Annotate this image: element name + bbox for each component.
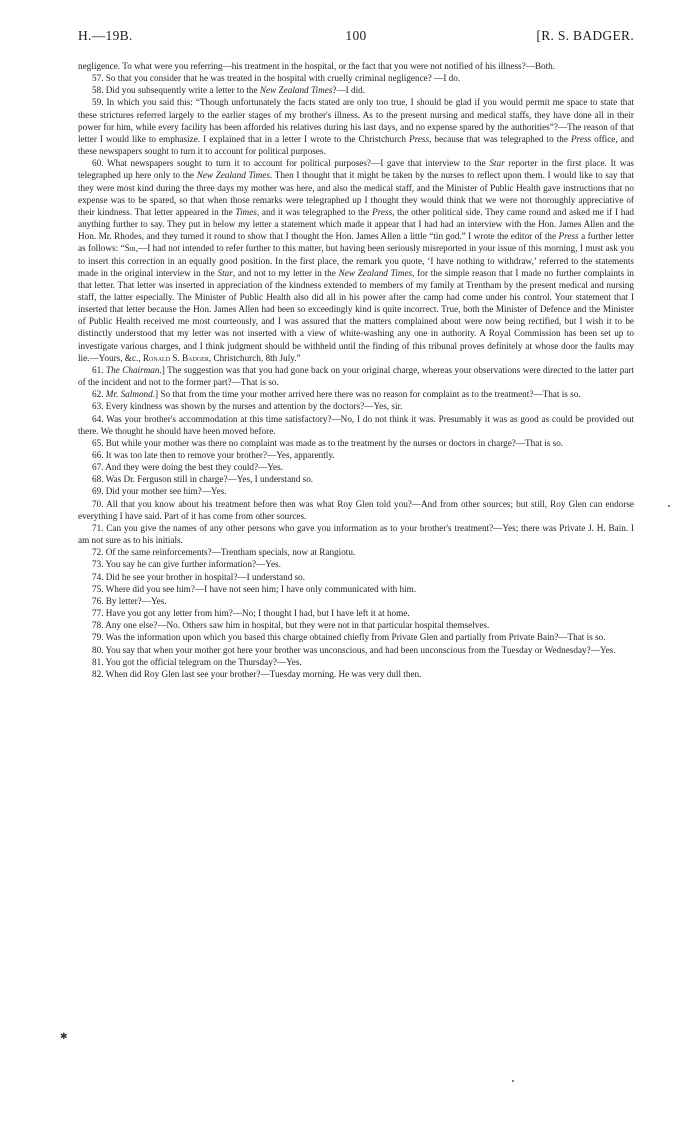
question-answer-paragraph: 64. Was your brother's accommodation at this time satisfactory?—No, I do not think it was. Presumably it was as good as could be provided out there. We thought he should have been moved before. — [78, 413, 634, 436]
header-document-reference: H.—19B. — [78, 28, 133, 43]
question-answer-paragraph: 61. The Chairman.] The suggestion was that you had gone back on your original charge, whereas your observations were directed to the latter part of the incident and not to the former part?—That is so. — [78, 364, 635, 388]
question-answer-paragraph: 69. Did your mother see him?—Yes. — [92, 486, 227, 497]
question-answer-paragraph: 73. You say he can give further information?—Yes. — [92, 559, 281, 570]
question-answer-paragraph: 66. It was too late then to remove your brother?—Yes, apparently. — [92, 450, 335, 460]
page-header — [78, 28, 634, 48]
question-answer-paragraph: 62. Mr. Salmond.] So that from the time your mother arrived here there was no reason for complaint as to the treatment?—That is so. — [92, 389, 581, 400]
continued-paragraph: negligence. To what were you referring—his treatment in the hospital, or the fact that you were not notified of his illness?—Both. — [78, 61, 556, 71]
question-answer-paragraph: 82. When did Roy Glen last see your brother?—Tuesday morning. He was very dull then. — [92, 668, 422, 679]
question-answer-paragraph: 77. Have you got any letter from him?—No; I thought I had, but I have left it at home. — [92, 608, 410, 619]
question-answer-paragraph: 60. What newspapers sought to turn it to account for political purposes?—I gave that interview to the Star reporter in the first place. It was telegraphed up here only to the New Zealand Times. Then I thought that it might be taken by the nurses to reflect upon them. I would like to say that they were most kind during the three days my mother was here, and also the medical staff, and the Minister of Public Health gave instructions that no expense was to be spared, so that when those remarks were telegraphed up I thought they would think that we were not thoroughly appreciative of their kindness. That letter appeared in the Times, and it was telegraphed to the Press, the other political side. They came round and asked me if I had anything further to say. They put in below my letter a statement which made it appear that I had had an interview with the Hon. James Allen and the Hon. Mr. Rhodes, and they turned it round to show that I thought the Hon. James Allen a little “tin god.” I wrote the editor of the Press a further letter as follows: “Sir,—I had not intended to refer further to this matter, but having been seriously misreported in your issue of this morning, I must ask you to insert this correction in an equally good position. In the first place, the remark you quote, ‘I have nothing to withdraw,’ referred to the statements made in the original interview in the Star, and not to my letter in the New Zealand Times, for the simple reason that I made no further complaints in that letter. That letter was inserted in appreciation of the kindness extended to members of my family at Trentham by the present medical and nursing staff, the latter especially. The Minister of Public Health also did all in his power after the camp had come under his control. Your statement that I inserted that letter because the Hon. James Allen had been so exceedingly kind is quite incorrect. True, both the Minister of Defence and the Minister of Public Health received me most courteously, and I was assured that the matters complained about were now being rectified, but I wish it to be distinctly understood that my letter was not inserted with a view of white-washing any one in authority. A Royal Commission has been set up to investigate various charges, and I think judgment should be withheld until the finding of this tribunal proves definitely at whose door the faults may lie.—Yours, &c., Ronald S. Badger, Christchurch, 8th July.” — [78, 158, 634, 363]
margin-speck — [668, 505, 670, 507]
question-answer-paragraph: 74. Did he see your brother in hospital?—I understand so. — [92, 571, 306, 582]
header-page-number: 100 — [345, 28, 367, 43]
question-answer-paragraph: 79. Was the information upon which you based this charge obtained chiefly from Private Glen and partially from Private Bain?—That is so. — [92, 632, 606, 643]
page-body — [78, 60, 634, 680]
margin-mark-icon: ✱ — [60, 1031, 68, 1041]
question-answer-paragraph: 80. You say that when your mother got here your brother was unconscious, and had been unconscious from the Tuesday or Wednesday?—Yes. — [92, 644, 616, 655]
question-answer-paragraph: 76. By letter?—Yes. — [92, 595, 167, 606]
question-answer-paragraph: 59. In which you said this: “Though unfortunately the facts stated are only too true, I should be glad if you would permit me space to state that these strictures referred largely to the earlier stages of my brother's illness. As to the present nursing and medical staffs, they have done all in their power for him, while every facility has been afforded his relatives during his last days, and no expense spared by the authorities”?—The reason of that letter I would like to emphasize. I explained that in a letter I wrote to the Christchurch Press, because that was telegraphed to the Press office, and these newspapers sought to turn it to account for political purposes. — [78, 97, 634, 157]
question-answer-paragraph: 78. Any one else?—No. Others saw him in hospital, but they were not in that particular hospital themselves. — [92, 620, 490, 631]
question-answer-paragraph: 58. Did you subsequently write a letter to the New Zealand Times?—I did. — [92, 85, 366, 96]
question-answer-paragraph: 68. Was Dr. Ferguson still in charge?—Yes, I understand so. — [92, 474, 314, 485]
question-answer-paragraph: 57. So that you consider that he was treated in the hospital with cruelly criminal negligence? —I do. — [92, 73, 461, 84]
question-answer-paragraph: 81. You got the official telegram on the Thursday?—Yes. — [92, 656, 302, 667]
question-answer-paragraph: 65. But while your mother was there no complaint was made as to the treatment by the nurses or doctors in charge?—That is so. — [92, 437, 564, 448]
question-answer-paragraph: 63. Every kindness was shown by the nurses and attention by the doctors?—Yes, sir. — [92, 401, 403, 412]
header-witness-name: [R. S. BADGER. — [536, 28, 634, 43]
question-answer-paragraph: 67. And they were doing the best they could?—Yes. — [92, 462, 283, 473]
scan-speck — [512, 1080, 514, 1082]
question-answer-paragraph: 71. Can you give the names of any other persons who gave you information as to your brother's treatment?—Yes; there was Private J. H. Bain. I am not sure as to his initials. — [78, 522, 634, 546]
question-answer-paragraph: 75. Where did you see him?—I have not seen him; I have only communicated with him. — [92, 583, 417, 594]
question-answer-paragraph: 72. Of the same reinforcements?—Trentham specials, now at Rangiotu. — [92, 547, 356, 558]
question-answer-paragraph: 70. All that you know about his treatment before then was what Roy Glen told you?—And from other sources; but still, Roy Glen can endorse everything I have said. Part of it has come from other sources. — [78, 498, 634, 521]
